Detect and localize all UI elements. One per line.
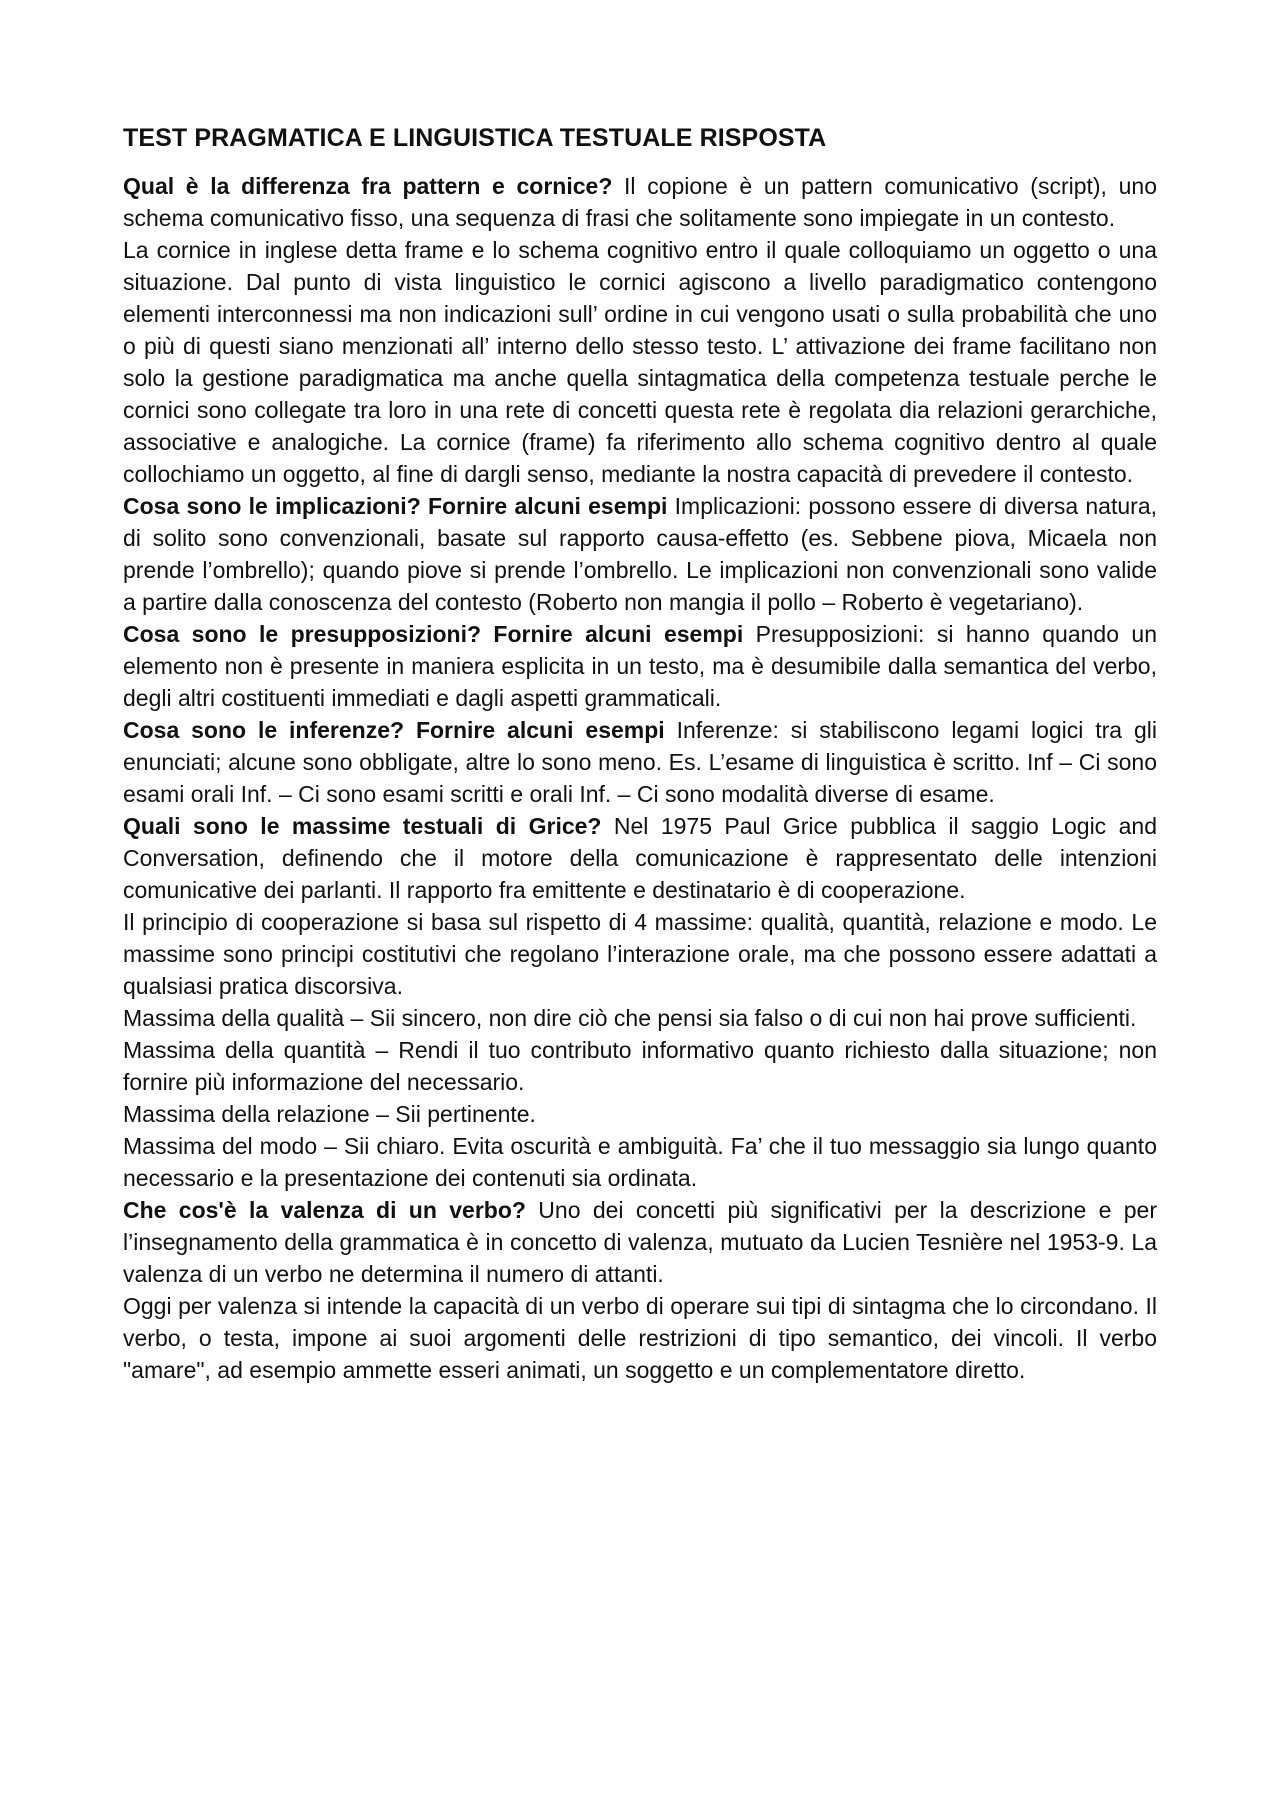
paragraph-grice [123, 810, 1157, 906]
paragraph-massima-modo [123, 1130, 1157, 1194]
answer-text: Il principio di cooperazione si basa sul rispetto di 4 massime: qualità, quantità, relazione e modo. Le massime sono principi costitutivi che regolano l’interazione orale, ma che possono essere adattati a qualsiasi pratica discorsiva. [123, 909, 1157, 999]
answer-text: Massima della quantità – Rendi il tuo contributo informativo quanto richiesto dalla situazione; non fornire più informazione del necessario. [123, 1037, 1157, 1095]
paragraph-cornice-frame [123, 234, 1157, 490]
answer-text: Massima del modo – Sii chiaro. Evita oscurità e ambiguità. Fa’ che il tuo messaggio sia lungo quanto necessario e la presentazione dei contenuti sia ordinata. [123, 1133, 1157, 1191]
paragraph-inferenze [123, 714, 1157, 810]
document-title: TEST PRAGMATICA E LINGUISTICA TESTUALE RISPOSTA [123, 124, 827, 152]
paragraph-valenza-oggi [123, 1290, 1157, 1386]
paragraph-cooperazione [123, 906, 1157, 1002]
answer-text: La cornice in inglese detta frame e lo schema cognitivo entro il quale colloquiamo un oggetto o una situazione. Dal punto di vista linguistico le cornici agiscono a livello paradigmatico contengono elementi interconnessi ma non indicazioni sull’ ordine in cui vengono usati o sulla probabilità che uno o più di questi siano menzionati all’ interno dello stesso testo. L’ attivazione dei frame facilitano non solo la gestione paradigmatica ma anche quella sintagmatica della competenza testuale perche le cornici sono collegate tra loro in una rete di concetti questa rete è regolata dia relazioni gerarchiche, associative e analogiche. La cornice (frame) fa riferimento allo schema cognitivo dentro al quale collochiamo un oggetto, al fine di dargli senso, mediante la nostra capacità di prevedere il contesto. [123, 237, 1157, 487]
question-heading: Qual è la differenza fra pattern e cornice? [123, 173, 613, 199]
paragraph-massima-qualita [123, 1002, 1157, 1034]
answer-text: Uno dei concetti più significativi per la descrizione e per l’insegnamento della grammatica è in concetto di valenza, mutuato da Lucien Tesnière nel 1953-9. La valenza di un verbo ne determina il numero di attanti. [123, 1197, 1157, 1287]
paragraph-implicazioni [123, 490, 1157, 618]
question-heading: Cosa sono le implicazioni? Fornire alcuni esempi [123, 493, 668, 519]
answer-text: Il copione è un pattern comunicativo (script), uno schema comunicativo fisso, una sequenza di frasi che solitamente sono impiegate in un contesto. [123, 173, 1157, 231]
question-heading: Che cos'è la valenza di un verbo? [123, 1197, 526, 1223]
answer-text: Massima della qualità – Sii sincero, non dire ciò che pensi sia falso o di cui non hai prove sufficienti. [123, 1005, 1137, 1031]
paragraph-presupposizioni [123, 618, 1157, 714]
paragraph-massima-relazione [123, 1098, 1157, 1130]
answer-text: Nel 1975 Paul Grice pubblica il saggio Logic and Conversation, definendo che il motore della comunicazione è rappresentato delle intenzioni comunicative dei parlanti. Il rapporto fra emittente e destinatario è di cooperazione. [123, 813, 1157, 903]
question-heading: Cosa sono le inferenze? Fornire alcuni esempi [123, 717, 665, 743]
question-heading: Quali sono le massime testuali di Grice? [123, 813, 602, 839]
paragraph-valenza [123, 1194, 1157, 1290]
answer-text: Presupposizioni: si hanno quando un elemento non è presente in maniera esplicita in un testo, ma è desumibile dalla semantica del verbo, degli altri costituenti immediati e dagli aspetti grammaticali. [123, 621, 1157, 711]
paragraph-pattern-cornice [123, 170, 1157, 234]
paragraph-massima-quantita [123, 1034, 1157, 1098]
answer-text: Oggi per valenza si intende la capacità di un verbo di operare sui tipi di sintagma che lo circondano. Il verbo, o testa, impone ai suoi argomenti delle restrizioni di tipo semantico, dei vincoli. Il verbo "amare", ad esempio ammette esseri animati, un soggetto e un complementatore diretto. [123, 1293, 1157, 1383]
answer-text: Massima della relazione – Sii pertinente. [123, 1101, 536, 1127]
answer-text: Inferenze: si stabiliscono legami logici tra gli enunciati; alcune sono obbligate, altre lo sono meno. Es. L’esame di linguistica è scritto. Inf – Ci sono esami orali Inf. – Ci sono esami scritti e orali Inf. – Ci sono modalità diverse di esame. [123, 717, 1158, 807]
answer-text: Implicazioni: possono essere di diversa natura, di solito sono convenzionali, basate sul rapporto causa-effetto (es. Sebbene piova, Micaela non prende l’ombrello); quando piove si prende l’ombrello. Le implicazioni non convenzionali sono valide a partire dalla conoscenza del contesto (Roberto non mangia il pollo – Roberto è vegetariano). [123, 493, 1157, 615]
document-page [123, 122, 1157, 1386]
question-heading: Cosa sono le presupposizioni? Fornire alcuni esempi [123, 621, 744, 647]
